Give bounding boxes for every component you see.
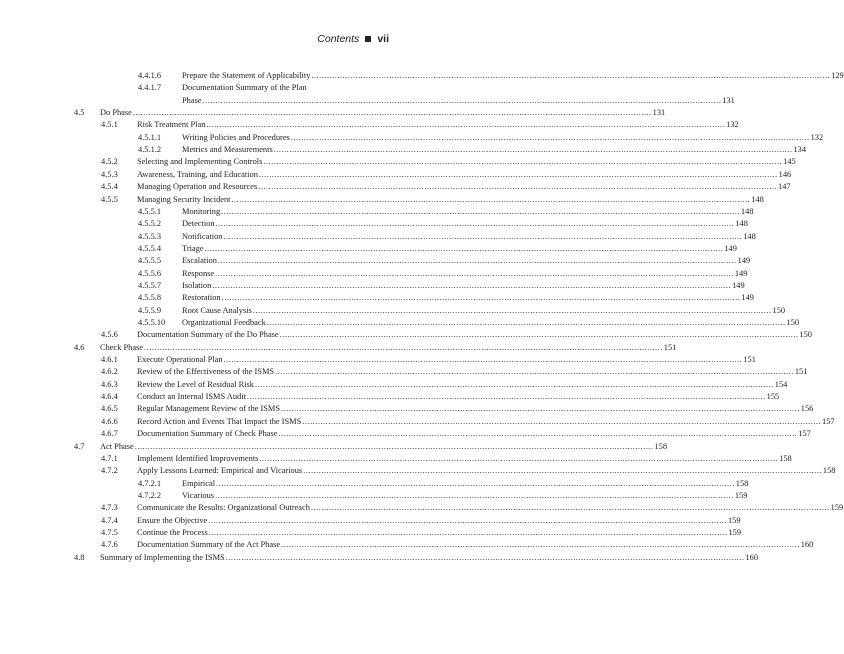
toc-entry-number: 4.5.5.1 [138, 206, 162, 216]
toc-entry-page: 158 [779, 453, 792, 463]
toc-entry [0, 132, 824, 144]
toc-leader-dots: ........................................................................................................................................................................................................ [303, 466, 822, 476]
toc-entry-page: 158 [654, 441, 668, 451]
toc-entry-number: 4.5.4 [101, 182, 118, 192]
toc-entry-title: Awareness, Training, and Education [137, 169, 258, 179]
toc-entry-page: 131 [652, 108, 666, 118]
toc-entry [0, 441, 668, 453]
toc-entry-title: Implement Identified Improvements [137, 453, 259, 463]
toc-entry-page: 146 [778, 169, 792, 179]
toc-entry [0, 317, 800, 329]
toc-entry-page: 155 [766, 392, 780, 402]
toc-entry-title: Organizational Feedback [182, 318, 266, 327]
header-title: Contents [317, 33, 360, 45]
toc-entry-page: 149 [732, 280, 745, 290]
toc-entry [0, 82, 384, 94]
toc-entry-number: 4.4.1.6 [138, 71, 162, 80]
toc-leader-dots: ........................................................................................................................................................................................................ [215, 219, 735, 229]
header-page-number: vii [377, 33, 389, 45]
toc-leader-dots: ........................................................................................................................................................................................................ [279, 330, 799, 340]
toc-entry-number: 4.7 [74, 441, 85, 451]
toc-leader-dots: ........................................................................................................................................................................................................ [144, 342, 663, 352]
toc-entry [0, 539, 814, 551]
toc-entry [0, 490, 748, 502]
toc-entry-title: Communicate the Results: Organizational Outreach [137, 503, 310, 513]
toc-entry-number: 4.5.1.2 [138, 145, 162, 155]
toc-entry-number: 4.6.4 [101, 392, 118, 402]
toc-entry-page: 149 [734, 268, 748, 278]
toc-entry-number: 4.6 [74, 342, 85, 352]
toc-entry-title: Conduct an Internal ISMS Audit [137, 392, 246, 402]
toc-entry-page: 158 [822, 466, 836, 476]
toc-entry [0, 366, 808, 378]
toc-leader-dots: ........................................................................................................................................................................................................ [216, 478, 735, 488]
toc-leader-dots: ........................................................................................................................................................................................................ [252, 305, 772, 315]
toc-leader-dots: ........................................................................................................................................................................................................ [134, 441, 654, 451]
toc-entry [0, 119, 739, 131]
toc-entry-number: 4.7.6 [101, 540, 118, 550]
toc-entry [0, 70, 844, 82]
toc-leader-dots: ........................................................................................................................................................................................................ [225, 552, 745, 562]
toc-entry-page: 131 [722, 95, 735, 105]
toc-entry-title: Managing Security Incident [137, 194, 231, 204]
toc-entry-number: 4.5.5.2 [138, 219, 162, 229]
toc-leader-dots: ........................................................................................................................................................................................................ [212, 280, 732, 290]
toc-entry-title: Empirical [182, 478, 216, 488]
toc-leader-dots: ........................................................................................................................................................................................................ [281, 540, 800, 550]
toc-entry-page: 147 [778, 182, 791, 192]
toc-entry-page: 150 [799, 330, 812, 340]
toc-leader-dots: ........................................................................................................................................................................................................ [223, 231, 743, 241]
toc-entry-page: 156 [800, 404, 814, 414]
toc-entry-page: 159 [727, 515, 741, 525]
toc-entry-number: 4.8 [74, 552, 85, 562]
toc-entry-page: 159 [734, 490, 748, 500]
toc-entry-title: Root Cause Analysis [182, 305, 252, 315]
toc-entry-title: Monitoring [182, 206, 221, 216]
toc-entry [0, 156, 796, 168]
toc-entry-title: Act Phase [100, 441, 134, 451]
toc-leader-dots: ........................................................................................................................................................................................................ [255, 379, 774, 389]
toc-entry-page: 149 [741, 293, 754, 303]
toc-entry-title: Documentation Summary of the Do Phase [137, 330, 279, 340]
toc-entry-number: 4.5.5.5 [138, 256, 162, 266]
toc-entry-title: Prepare the Statement of Applicability [182, 71, 311, 80]
toc-leader-dots: ........................................................................................................................................................................................................ [215, 268, 734, 278]
toc-leader-dots: ........................................................................................................................................................................................................ [231, 194, 751, 204]
toc-leader-dots: ........................................................................................................................................................................................................ [311, 71, 831, 80]
toc-entry-number: 4.5.5.10 [138, 318, 166, 327]
toc-entry-page: 148 [735, 219, 748, 229]
toc-entry-page: 134 [793, 145, 807, 155]
toc-entry-number: 4.6.1 [101, 355, 118, 365]
toc-leader-dots: ........................................................................................................................................................................................................ [266, 318, 786, 327]
toc-leader-dots: ........................................................................................................................................................................................................ [223, 355, 743, 365]
toc-leader-dots: ........................................................................................................................................................................................................ [132, 108, 652, 118]
toc-entry [0, 305, 786, 317]
toc-entry-number: 4.5.5 [101, 194, 118, 204]
toc-entry [0, 502, 844, 514]
toc-entry-page: 160 [745, 552, 758, 562]
toc-entry-number: 4.7.4 [101, 515, 118, 525]
toc-entry-page: 151 [663, 342, 677, 352]
toc-entry-number: 4.5.6 [101, 330, 118, 340]
toc-entry-title: Restoration [182, 293, 221, 303]
toc-entry-number: 4.5.5.7 [138, 280, 162, 290]
toc-leader-dots: ........................................................................................................................................................................................................ [258, 169, 778, 179]
toc-entry-page: 151 [743, 355, 756, 365]
toc-leader-dots: ........................................................................................................................................................................................................ [202, 95, 722, 105]
toc-entry-page: 132 [726, 120, 739, 130]
toc-entry-page: 129 [831, 71, 844, 80]
toc-entry-number: 4.5.5.3 [138, 231, 162, 241]
toc-entry-title: Phase [182, 95, 202, 105]
toc-entry-page: 148 [751, 194, 764, 204]
toc-entry-page: 154 [774, 379, 788, 389]
toc-entry-number: 4.6.3 [101, 379, 118, 389]
toc-entry-number: 4.5 [74, 108, 85, 118]
toc-entry-number: 4.7.5 [101, 527, 118, 537]
toc-entry-title: Metrics and Measurements [182, 145, 273, 155]
toc-entry-title: Regular Management Review of the ISMS [137, 404, 281, 414]
toc-entry-number: 4.7.3 [101, 503, 118, 513]
toc-entry-page: 160 [800, 540, 814, 550]
toc-entry-title: Triage [182, 243, 204, 253]
toc-entry [0, 169, 792, 181]
toc-leader-dots: ........................................................................................................................................................................................................ [273, 145, 793, 155]
toc-entry [0, 280, 745, 292]
toc-entry-title: Response [182, 268, 215, 278]
toc-entry-title: Writing Policies and Procedures [182, 132, 290, 142]
toc-entry-page: 150 [786, 318, 800, 327]
toc-entry-page: 159 [728, 527, 742, 537]
toc-entry-number: 4.7.2.1 [138, 478, 162, 488]
running-header [317, 33, 389, 45]
toc-entry-page: 148 [743, 231, 756, 241]
toc-entry [0, 144, 807, 156]
toc-entry [0, 465, 836, 477]
toc-entry-page: 157 [822, 416, 835, 426]
toc-entry [0, 416, 835, 428]
toc-entry-page: 148 [740, 206, 754, 216]
toc-leader-dots: ........................................................................................................................................................................................................ [258, 182, 777, 192]
toc-leader-dots: ........................................................................................................................................................................................................ [204, 243, 724, 253]
toc-entry-title: Check Phase [100, 342, 144, 352]
toc-entry [0, 292, 754, 304]
toc-entry [0, 194, 764, 206]
toc-entry [0, 354, 756, 366]
toc-entry [0, 206, 754, 218]
toc-entry [0, 552, 758, 564]
toc-entry-number: 4.6.6 [101, 416, 118, 426]
toc-entry-page: 158 [735, 478, 749, 488]
toc-entry-number: 4.7.2.2 [138, 490, 162, 500]
toc-leader-dots: ........................................................................................................................................................................................................ [302, 416, 822, 426]
toc-entry-number: 4.5.1 [101, 120, 118, 130]
toc-leader-dots: ........................................................................................................................................................................................................ [310, 503, 830, 513]
toc-entry-page: 159 [830, 503, 844, 513]
toc-entry [0, 428, 811, 440]
toc-entry [0, 255, 751, 267]
toc-entry [0, 95, 735, 107]
toc-entry [0, 107, 666, 119]
toc-entry [0, 515, 741, 527]
toc-entry [0, 268, 748, 280]
toc-entry-number: 4.7.1 [101, 453, 118, 463]
toc-entry [0, 391, 780, 403]
toc-entry [0, 243, 737, 255]
toc-leader-dots: ........................................................................................................................................................................................................ [221, 293, 741, 303]
toc-entry-page: 145 [783, 157, 796, 167]
toc-entry [0, 231, 756, 243]
toc-entry-title: Vicarious [182, 490, 215, 500]
toc-entry-title: Notification [182, 231, 223, 241]
toc-leader-dots: ........................................................................................................................................................................................................ [263, 157, 783, 167]
toc-entry-title: Ensure the Objective [137, 515, 208, 525]
toc-entry [0, 453, 792, 465]
toc-entry-page: 132 [810, 132, 824, 142]
toc-entry-title: Isolation [182, 280, 212, 290]
toc-entry-number: 4.6.5 [101, 404, 118, 414]
toc-entry [0, 403, 814, 415]
toc-entry-title: Do Phase [100, 108, 132, 118]
toc-entry-title: Apply Lessons Learned: Empirical and Vicarious [137, 466, 303, 476]
toc-entry-title: Continue the Process [137, 527, 208, 537]
toc-entry-number: 4.5.5.8 [138, 293, 162, 303]
toc-entry-number: 4.5.1.1 [138, 132, 162, 142]
toc-entry-number: 4.6.7 [101, 429, 118, 439]
toc-entry-title: Review the Level of Residual Risk [137, 379, 254, 389]
toc-leader-dots: ........................................................................................................................................................................................................ [281, 404, 800, 414]
toc-entry-title: Record Action and Events That Impact the ISMS [137, 416, 302, 426]
toc-entry-title: Documentation Summary of the Plan [182, 83, 307, 93]
toc-entry-title: Documentation Summary of Check Phase [137, 429, 278, 439]
toc-leader-dots: ........................................................................................................................................................................................................ [215, 490, 734, 500]
toc-entry [0, 342, 677, 354]
toc-entry-title: Documentation Summary of the Act Phase [137, 540, 281, 550]
toc-entry-number: 4.4.1.7 [138, 83, 162, 93]
toc-leader-dots: ........................................................................................................................................................................................................ [217, 256, 737, 266]
toc-entry-number: 4.5.3 [101, 169, 118, 179]
toc-entry-title: Managing Operation and Resources [137, 182, 258, 192]
toc-leader-dots: ........................................................................................................................................................................................................ [208, 515, 727, 525]
toc-leader-dots: ........................................................................................................................................................................................................ [206, 120, 726, 130]
toc-entry-title: Selecting and Implementing Controls [137, 157, 263, 167]
toc-entry-title: Detection [182, 219, 215, 229]
toc-leader-dots: ........................................................................................................................................................................................................ [290, 132, 810, 142]
toc-leader-dots: ........................................................................................................................................................................................................ [259, 453, 779, 463]
toc-entry-page: 151 [794, 367, 808, 377]
toc-entry [0, 329, 812, 341]
toc-entry-number: 4.7.2 [101, 466, 118, 476]
header-separator-icon [365, 36, 371, 42]
toc-entry-title: Review of the Effectiveness of the ISMS [137, 367, 275, 377]
toc-entry-number: 4.5.5.4 [138, 243, 162, 253]
toc-entry-number: 4.5.2 [101, 157, 118, 167]
toc-entry [0, 379, 788, 391]
toc-leader-dots: ........................................................................................................................................................................................................ [275, 367, 794, 377]
toc-entry-number: 4.5.5.9 [138, 305, 162, 315]
toc-entry-title: Summary of Implementing the ISMS [100, 552, 225, 562]
toc-entry-number: 4.5.5.6 [138, 268, 162, 278]
toc-entry [0, 181, 791, 193]
toc-entry-page: 157 [798, 429, 811, 439]
toc-leader-dots: ........................................................................................................................................................................................................ [278, 429, 798, 439]
toc-leader-dots: ........................................................................................................................................................................................................ [208, 527, 728, 537]
toc-entry-page: 149 [724, 243, 737, 253]
toc-entry [0, 218, 748, 230]
toc-entry-title: Execute Operational Plan [137, 355, 223, 365]
toc-entry [0, 527, 742, 539]
toc-entry [0, 478, 749, 490]
toc-entry-page: 150 [772, 305, 786, 315]
toc-entry-page: 149 [737, 256, 751, 266]
toc-entry-number: 4.6.2 [101, 367, 118, 377]
toc-leader-dots: ........................................................................................................................................................................................................ [221, 206, 740, 216]
toc-leader-dots: ........................................................................................................................................................................................................ [246, 392, 766, 402]
toc-entry-title: Escalation [182, 256, 217, 266]
toc-entry-title: Risk Treatment Plan [137, 120, 206, 130]
